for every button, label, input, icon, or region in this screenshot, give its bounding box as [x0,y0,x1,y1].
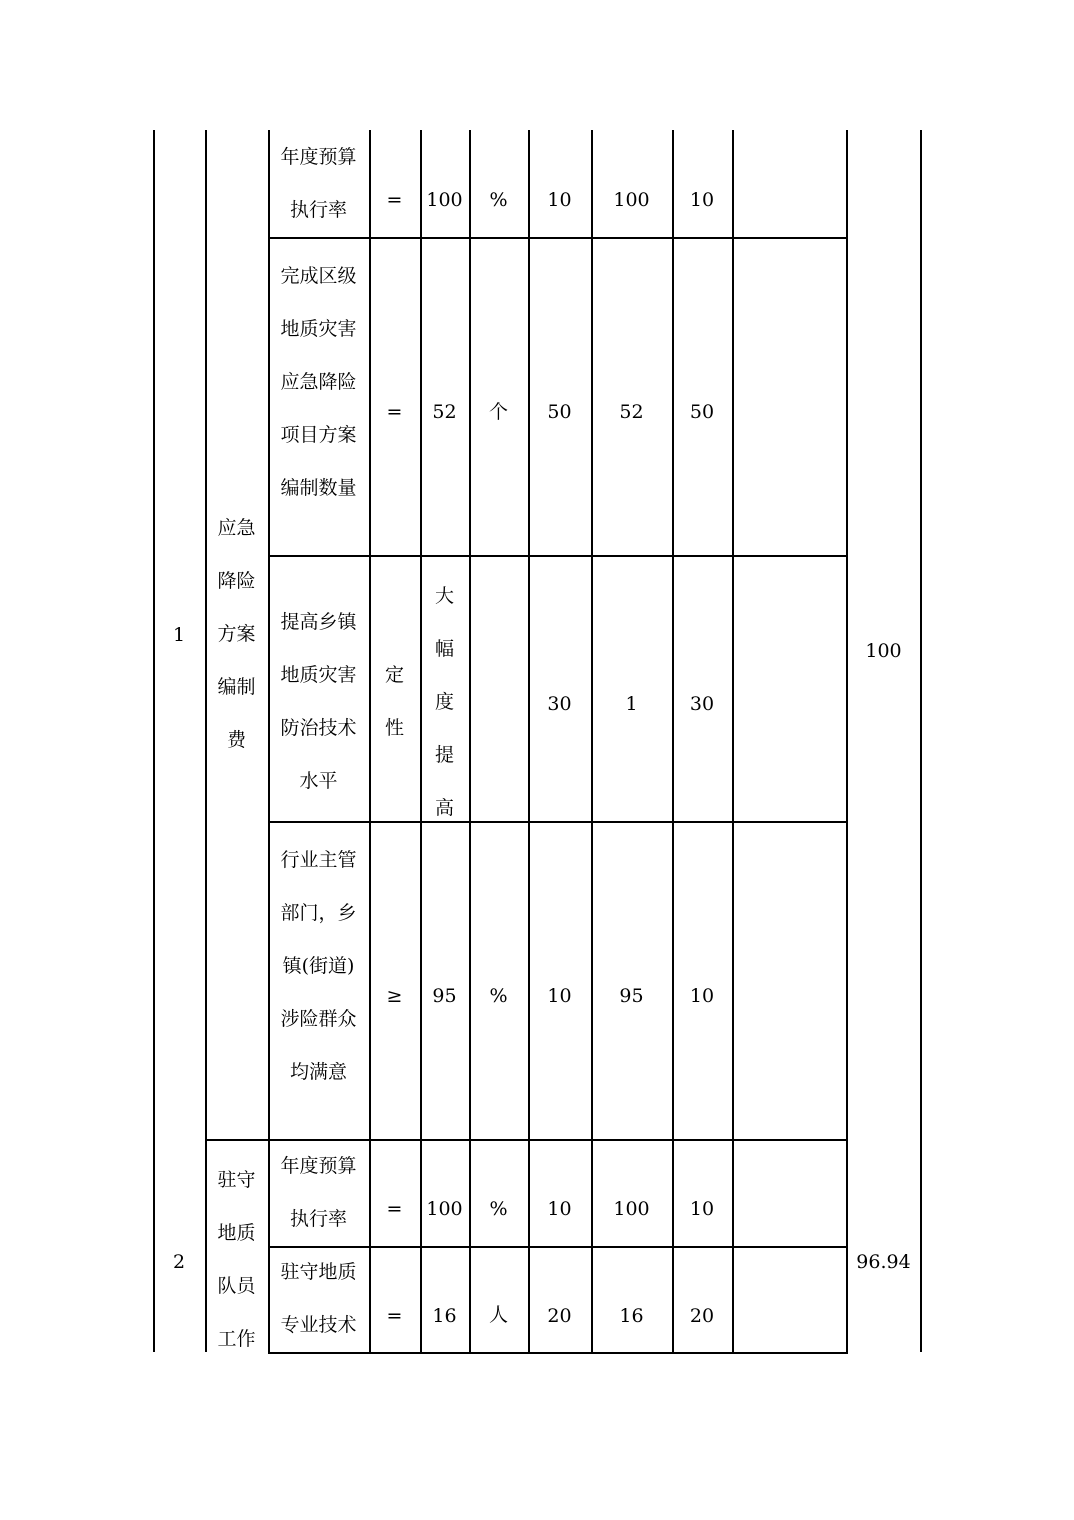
project-name-line: 编制 [217,676,256,698]
indicator-note [732,1246,846,1352]
indicator-actual: 100 [613,189,650,211]
project-name-line: 队员 [217,1275,256,1297]
indicator-note [732,821,846,1139]
indicator-actual: 52 [619,401,644,423]
indicator-target [420,570,469,835]
indicator-name [268,1139,369,1246]
operator-line: 性 [384,717,404,739]
indicator-actual: 1 [625,693,638,715]
project-name-line: 方案 [217,623,256,645]
indicator-note [732,1139,846,1246]
indicator-name-line: 地质灾害 [280,664,357,686]
target-line: 度 [434,691,454,713]
indicator-operator: = [386,189,403,211]
project-name-line: 应急 [217,517,256,539]
project-name-line: 地质 [217,1222,256,1244]
indicator-unit: % [489,985,508,1007]
project-index-text: 2 [172,1251,186,1273]
indicator-target: 100 [426,1198,463,1220]
indicator-name-line: 涉险群众 [280,1008,357,1030]
indicator-target: 100 [426,189,463,211]
indicator-unit [469,555,528,821]
indicator-target: 16 [432,1305,457,1327]
target-line: 幅 [434,638,454,660]
indicator-score: 20 [689,1305,715,1327]
project-index-text: 1 [172,623,186,646]
indicator-name-line: 均满意 [289,1061,347,1083]
indicator-name-line: 年度预算 [280,1154,357,1177]
indicator-operator: ≥ [386,985,403,1007]
indicator-operator [369,649,420,755]
project-name-line: 工作 [217,1328,256,1350]
indicator-name-line: 驻守地质 [280,1261,357,1283]
indicator-name-line: 专业技术 [280,1314,357,1336]
indicator-operator: = [386,401,403,423]
project-score-text: 100 [865,639,902,662]
indicator-name [268,1246,369,1352]
operator-line: 定 [384,664,404,686]
project-index [153,1139,205,1385]
project-score-text: 96.94 [856,1251,911,1273]
indicator-name [268,596,369,808]
indicator-name-line: 完成区级 [280,265,357,287]
project-index [153,130,205,1139]
indicator-name-line: 防治技术 [280,717,357,739]
indicator-weight: 30 [547,693,572,715]
project-name [205,130,268,1139]
project-name-line: 降险 [217,570,256,592]
project-name [205,1154,268,1366]
indicator-note [732,237,846,555]
indicator-score: 30 [689,693,715,715]
indicator-name-line: 执行率 [289,198,347,221]
indicator-name-line: 水平 [299,770,338,792]
indicator-name [268,130,369,237]
indicator-name [268,250,369,515]
indicator-name-line: 应急降险 [280,371,357,393]
indicator-actual: 16 [619,1305,644,1327]
indicator-weight: 10 [547,985,572,1007]
indicator-score: 10 [689,1198,715,1220]
indicator-score: 50 [689,401,715,423]
indicator-actual: 100 [613,1198,650,1220]
project-name-line: 费 [226,729,246,751]
indicator-weight: 10 [547,189,572,211]
indicator-weight: 50 [547,401,572,423]
indicator-target: 52 [432,401,457,423]
indicator-unit: 个 [488,400,508,423]
target-line: 提 [434,744,454,766]
indicator-actual: 95 [619,985,644,1007]
indicator-name-line: 行业主管 [280,849,357,871]
target-line: 大 [434,585,454,607]
indicator-note [732,130,846,237]
indicator-score: 10 [689,985,715,1007]
indicator-name-line: 提高乡镇 [280,611,357,633]
indicator-name-line: 镇(街道) [282,955,355,977]
indicator-target: 95 [432,985,457,1007]
indicator-unit: % [489,189,508,211]
indicator-note [732,555,846,821]
project-name-line: 驻守 [217,1169,256,1191]
indicator-name-line: 部门，乡 [280,902,357,924]
indicator-name-line: 执行率 [289,1207,347,1230]
indicator-weight: 20 [547,1305,572,1327]
indicator-operator: = [386,1305,403,1327]
indicator-name-line: 编制数量 [280,477,357,499]
project-score [846,130,921,1171]
indicator-operator: = [386,1198,403,1220]
indicator-unit: 人 [488,1303,508,1326]
indicator-unit: % [489,1198,508,1220]
target-line: 高 [434,797,454,819]
project-score [846,1139,921,1385]
indicator-weight: 10 [547,1198,572,1220]
indicator-name-line: 地质灾害 [280,318,357,340]
indicator-name-line: 年度预算 [280,145,357,168]
indicator-name [268,834,369,1099]
indicator-score: 10 [689,189,715,211]
indicator-name-line: 项目方案 [280,424,357,446]
